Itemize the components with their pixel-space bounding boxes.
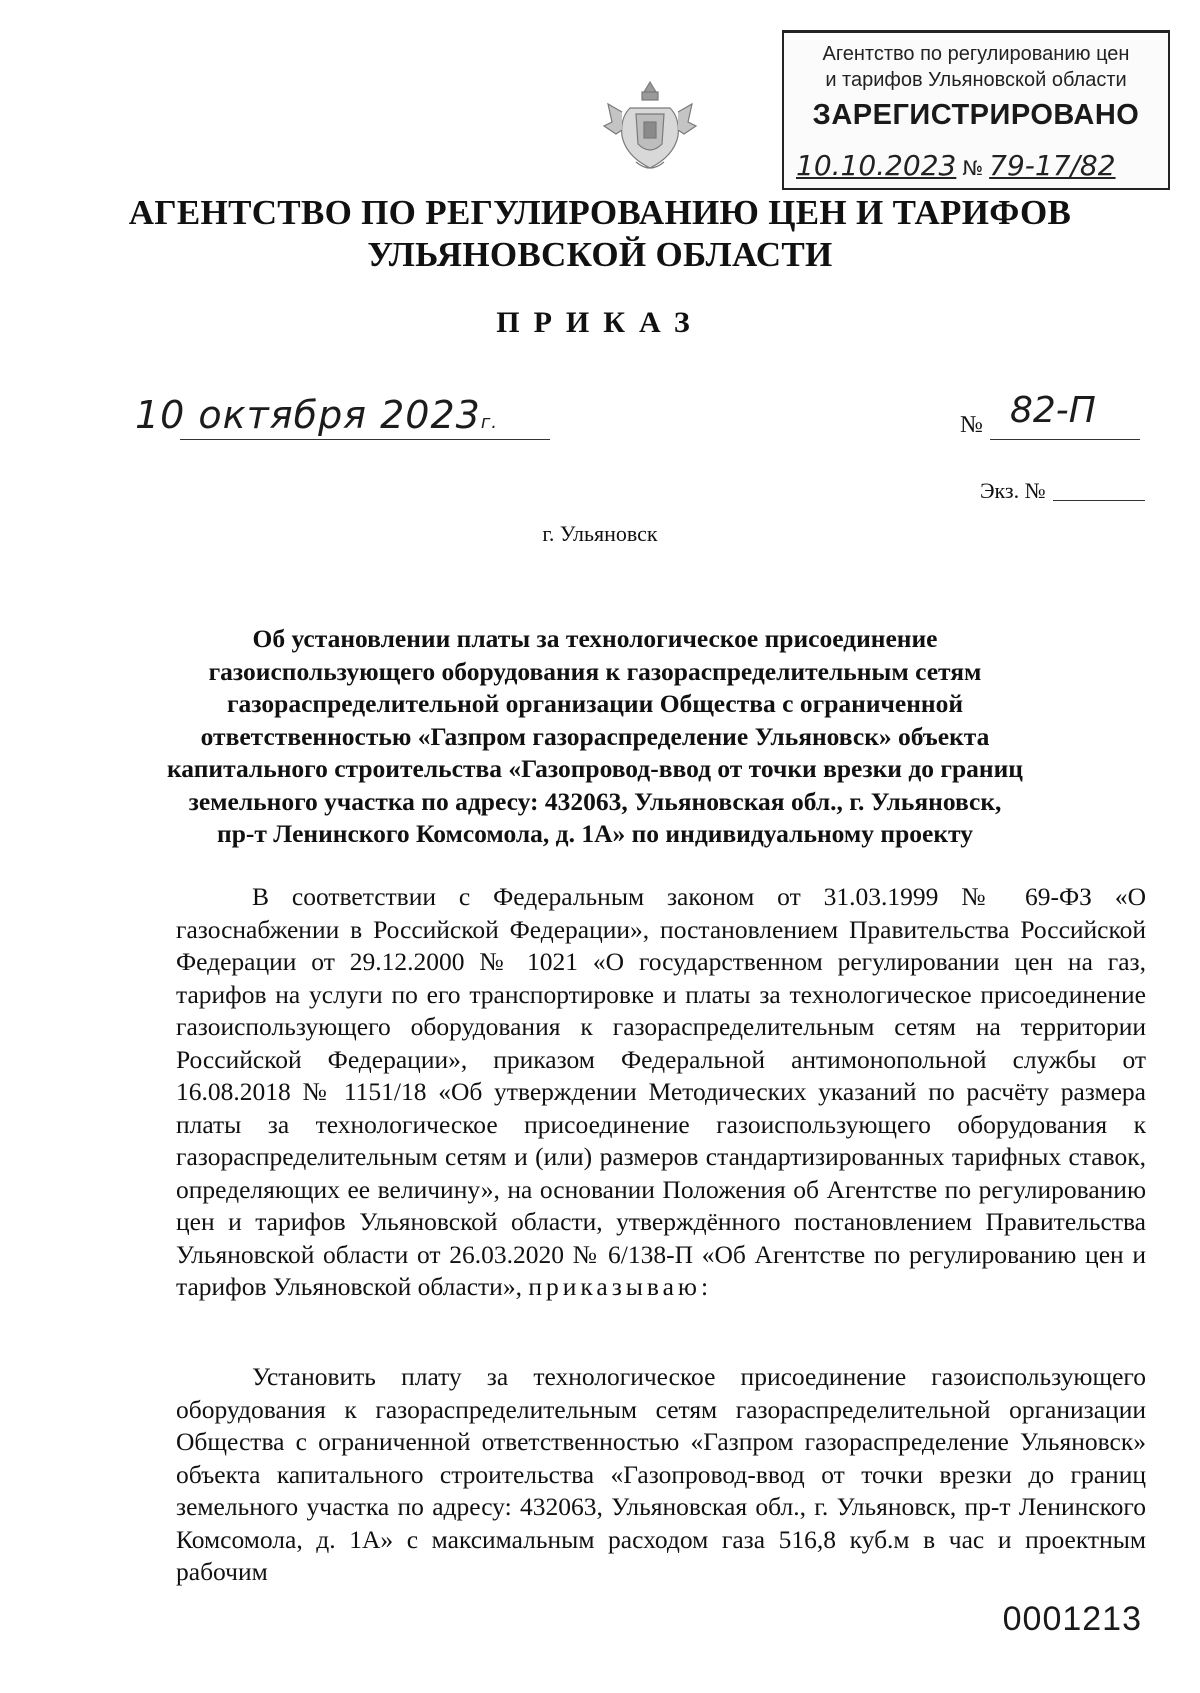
body-paragraph-1 <box>176 881 1146 1304</box>
subject-line: газоиспользующего оборудования к газораспределительным сетям <box>208 656 982 686</box>
subject-line: капитального строительства «Газопровод-ввод от точки врезки до границ <box>167 754 1023 783</box>
agency-heading <box>0 192 1200 276</box>
stamp-number-sign: № <box>962 156 984 180</box>
subject-line: пр-т Ленинского Комсомола, д. 1А» по индивидуальному проекту <box>217 819 973 848</box>
body-paragraph-2: Установить плату за технологическое присоединение газоиспользующего оборудования к газораспределительным сетям газораспределительной организации Общества с ограниченной ответственностью «Газпром газораспределение Ульяновск» объекта капитального строительства «Газопровод-ввод от точки врезки до границ земельного участка по адресу: 432063, Ульяновская обл., г. Ульяновск, пр-т Ленинского Комсомола, д. 1А» с максимальным расходом газа 516,8 куб.м в час и проектным рабочим <box>176 1362 1146 1586</box>
serial-number: 0001213 <box>1002 1600 1142 1638</box>
copy-number-underline <box>1053 500 1145 501</box>
order-subject <box>140 623 1050 851</box>
order-word: приказываю: <box>528 1272 713 1301</box>
registration-stamp <box>782 30 1170 190</box>
agency-name-line1: АГЕНТСТВО ПО РЕГУЛИРОВАНИЮ ЦЕН И ТАРИФОВ <box>128 193 1072 232</box>
stamp-title: ЗАРЕГИСТРИРОВАНО <box>812 99 1140 131</box>
date-suffix: г. <box>480 412 499 433</box>
document-type-title: ПРИКАЗ <box>496 306 704 339</box>
order-number-underline <box>990 439 1140 440</box>
stamp-agency-line1: Агентство по регулированию цен <box>822 43 1130 65</box>
stamp-registration <box>796 149 1160 182</box>
handwritten-date-value: 10 октября 2023 <box>135 393 481 437</box>
subject-line: земельного участка по адресу: 432063, Ульяновская обл., г. Ульяновск, <box>188 786 1002 816</box>
city-name: г. Ульяновск <box>542 521 658 546</box>
agency-name-line2: УЛЬЯНОВСКОЙ ОБЛАСТИ <box>367 235 833 274</box>
date-underline <box>180 439 550 440</box>
paragraph-1-text: В соответствии с Федеральным законом от 31.03.1999 № 69-ФЗ «О газоснабжении в Российской Федерации», постановлением Правительства Российской Федерации от 29.12.2000 № 1021 «О государственном регулировании цен на газ, тарифов на услуги по его транспортировке и платы за технологическое присоединение газоиспользующего оборудования к газораспределительным сетям на территории Российской Федерации», приказом Федеральной антимонопольной службы от 16.08.2018 № 1151/18 «Об утверждении Методических указаний по расчёту размера платы за технологическое присоединение газоиспользующего оборудования к газораспределительным сетям и (или) размеров стандартизированных тарифных ставок, определяющих ее величину», на основании Положения об Агентстве по регулированию цен и тарифов Ульяновской области, утверждённого постановлением Правительства Ульяновской области от 26.03.2020 № 6/138-П «Об Агентстве по регулированию цен и тарифов Ульяновской области», <box>176 882 1146 1301</box>
coat-of-arms-emblem <box>600 78 700 176</box>
subject-line: Об установлении платы за технологическое присоединение <box>252 624 938 653</box>
order-number-handwritten: 82-П <box>1010 390 1096 431</box>
stamp-number: 79-17/82 <box>989 149 1116 182</box>
order-number-label: № <box>960 412 983 438</box>
subject-line: ответственностью «Газпром газораспределение Ульяновск» объекта <box>200 721 990 751</box>
subject-line: газораспределительной организации Общества с ограниченной <box>226 689 964 718</box>
copy-number-label: Экз. № <box>980 478 1046 503</box>
stamp-agency-line2: и тарифов Ульяновской области <box>825 69 1127 91</box>
stamp-date: 10.10.2023 <box>796 149 957 182</box>
handwritten-date <box>135 393 498 437</box>
